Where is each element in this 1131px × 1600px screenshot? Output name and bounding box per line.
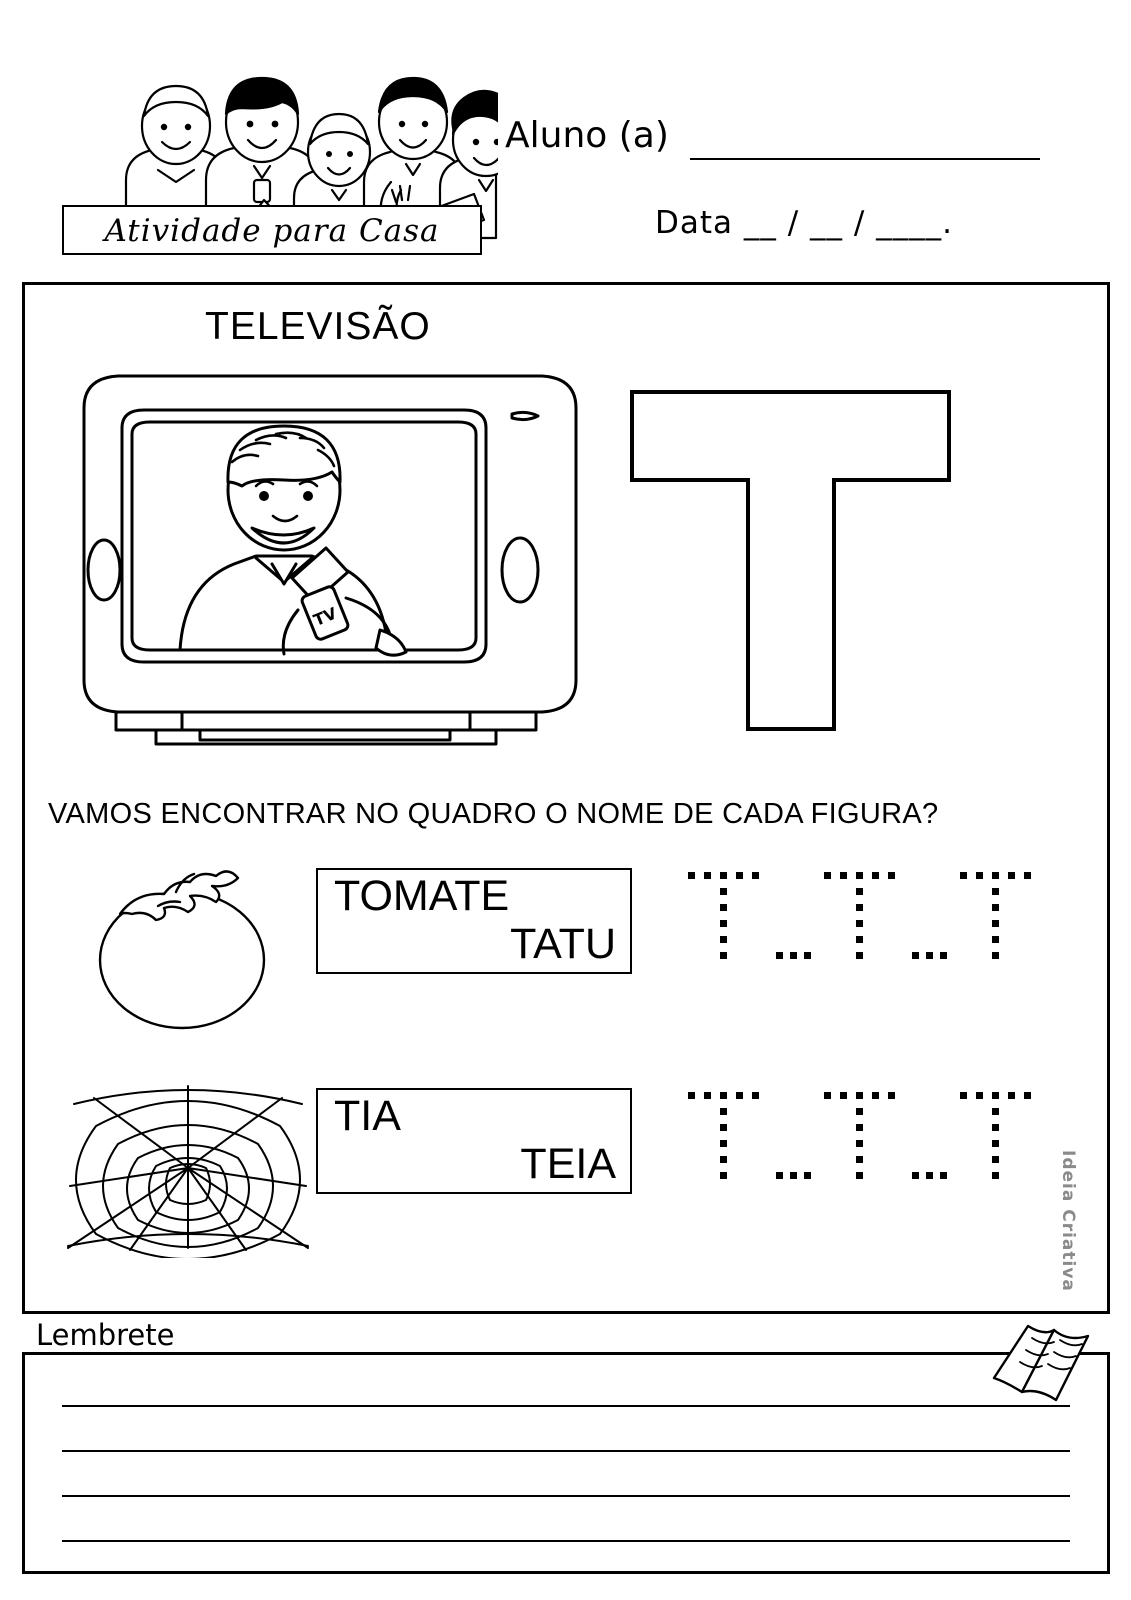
lembrete-line[interactable] <box>62 1540 1070 1542</box>
worksheet-header <box>0 0 1131 270</box>
word-top: TIA <box>334 1092 401 1140</box>
lembrete-label: Lembrete <box>36 1318 175 1352</box>
student-label: Aluno (a) <box>505 115 669 156</box>
lembrete-line[interactable] <box>62 1405 1070 1407</box>
date-label[interactable]: Data __ / __ / ____. <box>655 205 954 241</box>
page-title: TELEVISÃO <box>205 305 431 348</box>
banner-label: Atividade para Casa <box>104 213 440 249</box>
television-illustration <box>60 358 600 758</box>
open-book-icon <box>988 1316 1098 1411</box>
tracing-letters[interactable] <box>680 866 1080 986</box>
spiderweb-icon <box>60 1078 320 1258</box>
lembrete-line[interactable] <box>62 1450 1070 1452</box>
word-top: TOMATE <box>334 872 510 920</box>
exercise-row <box>40 858 1090 1038</box>
word-bottom: TEIA <box>520 1140 616 1188</box>
watermark: Ideia Criativa <box>1058 1150 1078 1292</box>
svg-text:TV: TV <box>310 603 340 630</box>
student-name-field[interactable] <box>690 158 1040 160</box>
word-bottom: TATU <box>510 920 616 968</box>
word-box <box>316 868 632 974</box>
tomato-icon <box>60 858 320 1038</box>
exercise-row <box>40 1078 1090 1292</box>
instruction-text: VAMOS ENCONTRAR NO QUADRO O NOME DE CADA FIGURA? <box>48 798 939 830</box>
big-letter-outline <box>628 388 953 733</box>
lembrete-line[interactable] <box>62 1495 1070 1497</box>
word-box <box>316 1088 632 1194</box>
